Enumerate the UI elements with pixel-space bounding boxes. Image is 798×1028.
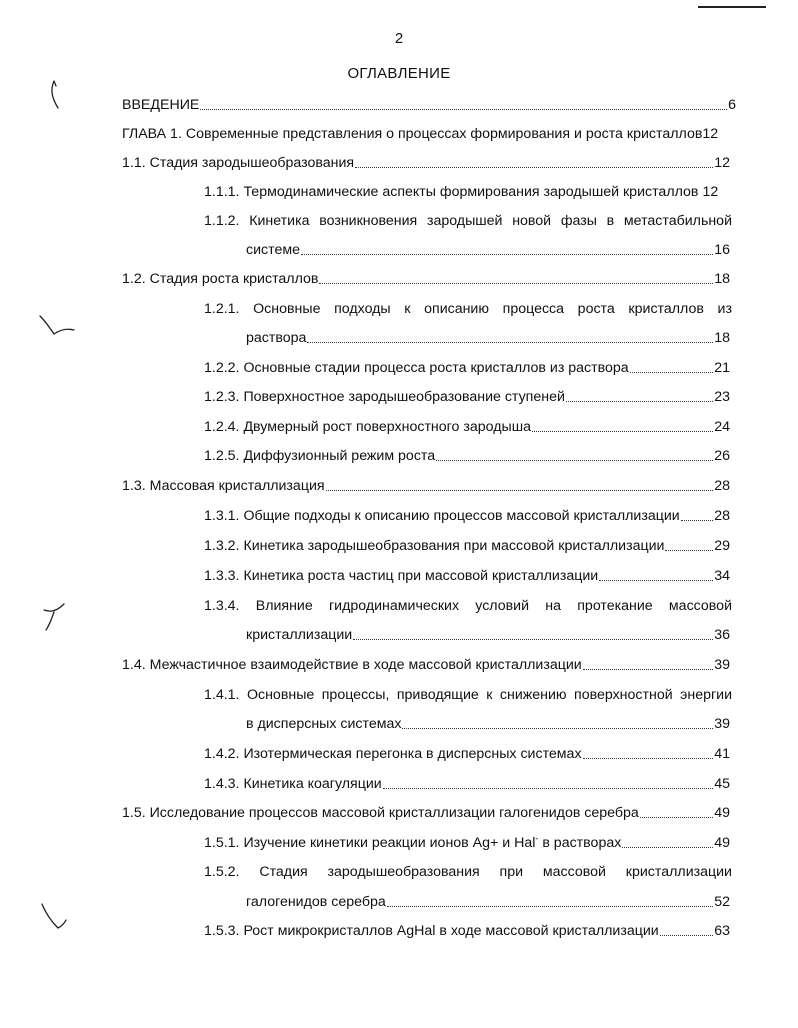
- page-title: ОГЛАВЛЕНИЕ: [347, 65, 451, 82]
- toc-entry-title: 1.5. Исследование процессов массовой кристаллизации галогенидов серебра: [122, 805, 639, 821]
- toc-entry-page: 41: [714, 746, 730, 762]
- toc-entry-title: 1.2. Стадия роста кристаллов: [122, 271, 319, 287]
- toc-entry-page: 24: [714, 419, 730, 435]
- toc-entry-1-2[interactable]: [122, 270, 730, 288]
- leader-dots: [383, 775, 714, 789]
- toc-entry-1-1-2-line1[interactable]: [204, 212, 732, 230]
- toc-entry-page: 26: [714, 448, 730, 464]
- toc-entry-title: 1.4.3. Кинетика коагуляции: [204, 776, 382, 792]
- toc-entry-1-4-1-line1[interactable]: [204, 686, 732, 704]
- toc-entry-title: 1.3.1. Общие подходы к описанию процессов массовой кристаллизации: [204, 508, 680, 524]
- margin-tick-mark-2: [36, 312, 80, 342]
- toc-entry-page: 18: [714, 271, 730, 287]
- toc-entry-title: 1.1. Стадия зародышеобразования: [122, 155, 355, 171]
- leader-dots: [532, 418, 713, 432]
- toc-entry-page: 34: [714, 568, 730, 584]
- toc-entry-1-4-1[interactable]: [246, 715, 730, 733]
- toc-entry-page: 16: [714, 242, 730, 258]
- toc-entry-title: 1.3.2. Кинетика зародышеобразования при массовой кристаллизации: [204, 538, 665, 554]
- toc-entry-1-2-4[interactable]: [204, 418, 730, 436]
- leader-dots: [599, 567, 713, 581]
- toc-entry-1-3-2[interactable]: [204, 537, 730, 555]
- toc-entry-1-3[interactable]: [122, 477, 730, 495]
- leader-dots: [583, 656, 713, 670]
- toc-entry-title: 1.4. Межчастичное взаимодействие в ходе массовой кристаллизации: [122, 657, 582, 673]
- leader-dots: [436, 447, 713, 461]
- leader-dots: [200, 96, 727, 110]
- toc-entry-title: 1.2.4. Двумерный рост поверхностного зародыша: [204, 419, 531, 435]
- toc-entry-1-2-2[interactable]: [204, 359, 730, 377]
- toc-entry-1-3-4-line1[interactable]: [204, 597, 732, 615]
- toc-entry-page: 52: [714, 894, 730, 910]
- toc-entry-page: 45: [714, 776, 730, 792]
- leader-dots: [353, 626, 713, 640]
- leader-dots: [387, 893, 713, 907]
- toc-entry-1-5-1[interactable]: [204, 834, 730, 852]
- toc-entry-title: 1.3. Массовая кристаллизация: [122, 478, 325, 494]
- toc-entry-title-cont: кристаллизации: [246, 627, 353, 643]
- toc-entry-1-4[interactable]: [122, 656, 730, 674]
- margin-tick-mark-4: [36, 900, 72, 934]
- leader-dots: [640, 804, 713, 818]
- toc-entry-title: 1.1.2. Кинетика возникновения зародышей новой фазы в метастабильной: [204, 213, 732, 229]
- toc-entry-title: 1.2.5. Диффузионный режим роста: [204, 448, 436, 464]
- toc-entry-title: 1.2.3. Поверхностное зародышеобразование ступеней: [204, 389, 565, 405]
- toc-entry-1-4-3[interactable]: [204, 775, 730, 793]
- toc-entry-1-1-1[interactable]: [204, 183, 730, 201]
- leader-dots: [355, 154, 713, 168]
- leader-dots: [307, 329, 713, 343]
- scan-edge-line: [698, 6, 766, 8]
- leader-dots: [583, 745, 714, 759]
- leader-dots: [326, 477, 714, 491]
- toc-entry-title-cont: в дисперсных системах: [246, 716, 402, 732]
- leader-dots: [622, 834, 713, 848]
- leader-dots: [660, 922, 714, 936]
- margin-tick-mark-1: [40, 78, 70, 114]
- toc-entry-1-5-2[interactable]: [246, 893, 730, 911]
- toc-entry-page: 12: [702, 184, 719, 200]
- toc-entry-title-cont: галогенидов серебра: [246, 894, 386, 910]
- toc-entry-1-4-2[interactable]: [204, 745, 730, 763]
- toc-entry-title: 1.5.1. Изучение кинетики реакции ионов Ag+ и Hal- в растворах: [204, 833, 622, 851]
- toc-entry-1-2-1[interactable]: [246, 329, 730, 347]
- toc-entry-1-1-2[interactable]: [246, 241, 730, 259]
- toc-entry-1-2-5[interactable]: [204, 447, 730, 465]
- toc-entry-title: 1.3.4. Влияние гидродинамических условий на протекание массовой: [204, 598, 732, 614]
- toc-entry-title: ВВЕДЕНИЕ: [122, 97, 200, 113]
- toc-entry-page: 18: [714, 330, 730, 346]
- toc-entry-chapter-1[interactable]: [122, 125, 742, 143]
- toc-entry-title: 1.1.1. Термодинамические аспекты формирования зародышей кристаллов: [204, 184, 699, 200]
- toc-entry-title: 1.2.1. Основные подходы к описанию процесса роста кристаллов из: [204, 301, 732, 317]
- toc-entry-page: 49: [714, 835, 730, 851]
- toc-entry-title-cont: раствора: [246, 330, 307, 346]
- toc-entry-page: 12: [714, 155, 730, 171]
- toc-entry-page: 36: [714, 627, 730, 643]
- toc-entry-page: 49: [714, 805, 730, 821]
- toc-entry-page: 28: [714, 508, 730, 524]
- toc-entry-page: 12: [702, 126, 719, 142]
- leader-dots: [665, 537, 713, 551]
- leader-dots: [681, 507, 713, 521]
- toc-entry-title: 1.5.2. Стадия зародышеобразования при массовой кристаллизации: [204, 864, 732, 880]
- toc-entry-1-3-1[interactable]: [204, 507, 730, 525]
- toc-entry-page: 21: [714, 360, 730, 376]
- toc-entry-1-5[interactable]: [122, 804, 730, 822]
- toc-entry-title: 1.3.3. Кинетика роста частиц при массовой кристаллизации: [204, 568, 599, 584]
- toc-entry-intro[interactable]: [122, 96, 736, 114]
- toc-entry-1-2-1-line1[interactable]: [204, 300, 732, 318]
- leader-dots: [319, 270, 713, 284]
- toc-entry-1-3-3[interactable]: [204, 567, 730, 585]
- leader-dots: [402, 715, 713, 729]
- toc-entry-title: 1.5.3. Рост микрокристаллов AgHal в ходе массовой кристаллизации: [204, 923, 659, 939]
- toc-entry-title-cont: системе: [246, 242, 300, 258]
- page-number: 2: [394, 30, 404, 47]
- toc-entry-page: 23: [714, 389, 730, 405]
- toc-entry-1-2-3[interactable]: [204, 388, 730, 406]
- toc-entry-title: ГЛАВА 1. Современные представления о процессах формирования и роста кристаллов: [122, 126, 703, 142]
- toc-entry-title: 1.4.2. Изотермическая перегонка в дисперсных системах: [204, 746, 582, 762]
- toc-entry-page: 39: [714, 657, 730, 673]
- leader-dots: [630, 359, 714, 373]
- toc-entry-page: 29: [714, 538, 730, 554]
- margin-tick-mark-3: [40, 600, 72, 634]
- toc-entry-title: 1.4.1. Основные процессы, приводящие к снижению поверхностной энергии: [204, 687, 732, 703]
- toc-entry-1-5-2-line1[interactable]: [204, 863, 732, 881]
- leader-dots: [301, 241, 713, 255]
- toc-entry-page: 39: [714, 716, 730, 732]
- toc-entry-1-5-3[interactable]: [204, 922, 730, 940]
- leader-dots: [566, 388, 713, 402]
- toc-entry-page: 28: [714, 478, 730, 494]
- toc-entry-title: 1.2.2. Основные стадии процесса роста кристаллов из раствора: [204, 360, 629, 376]
- toc-entry-page: 6: [728, 97, 736, 113]
- toc-entry-page: 63: [714, 923, 730, 939]
- toc-entry-1-3-4[interactable]: [246, 626, 730, 644]
- toc-entry-1-1[interactable]: [122, 154, 730, 172]
